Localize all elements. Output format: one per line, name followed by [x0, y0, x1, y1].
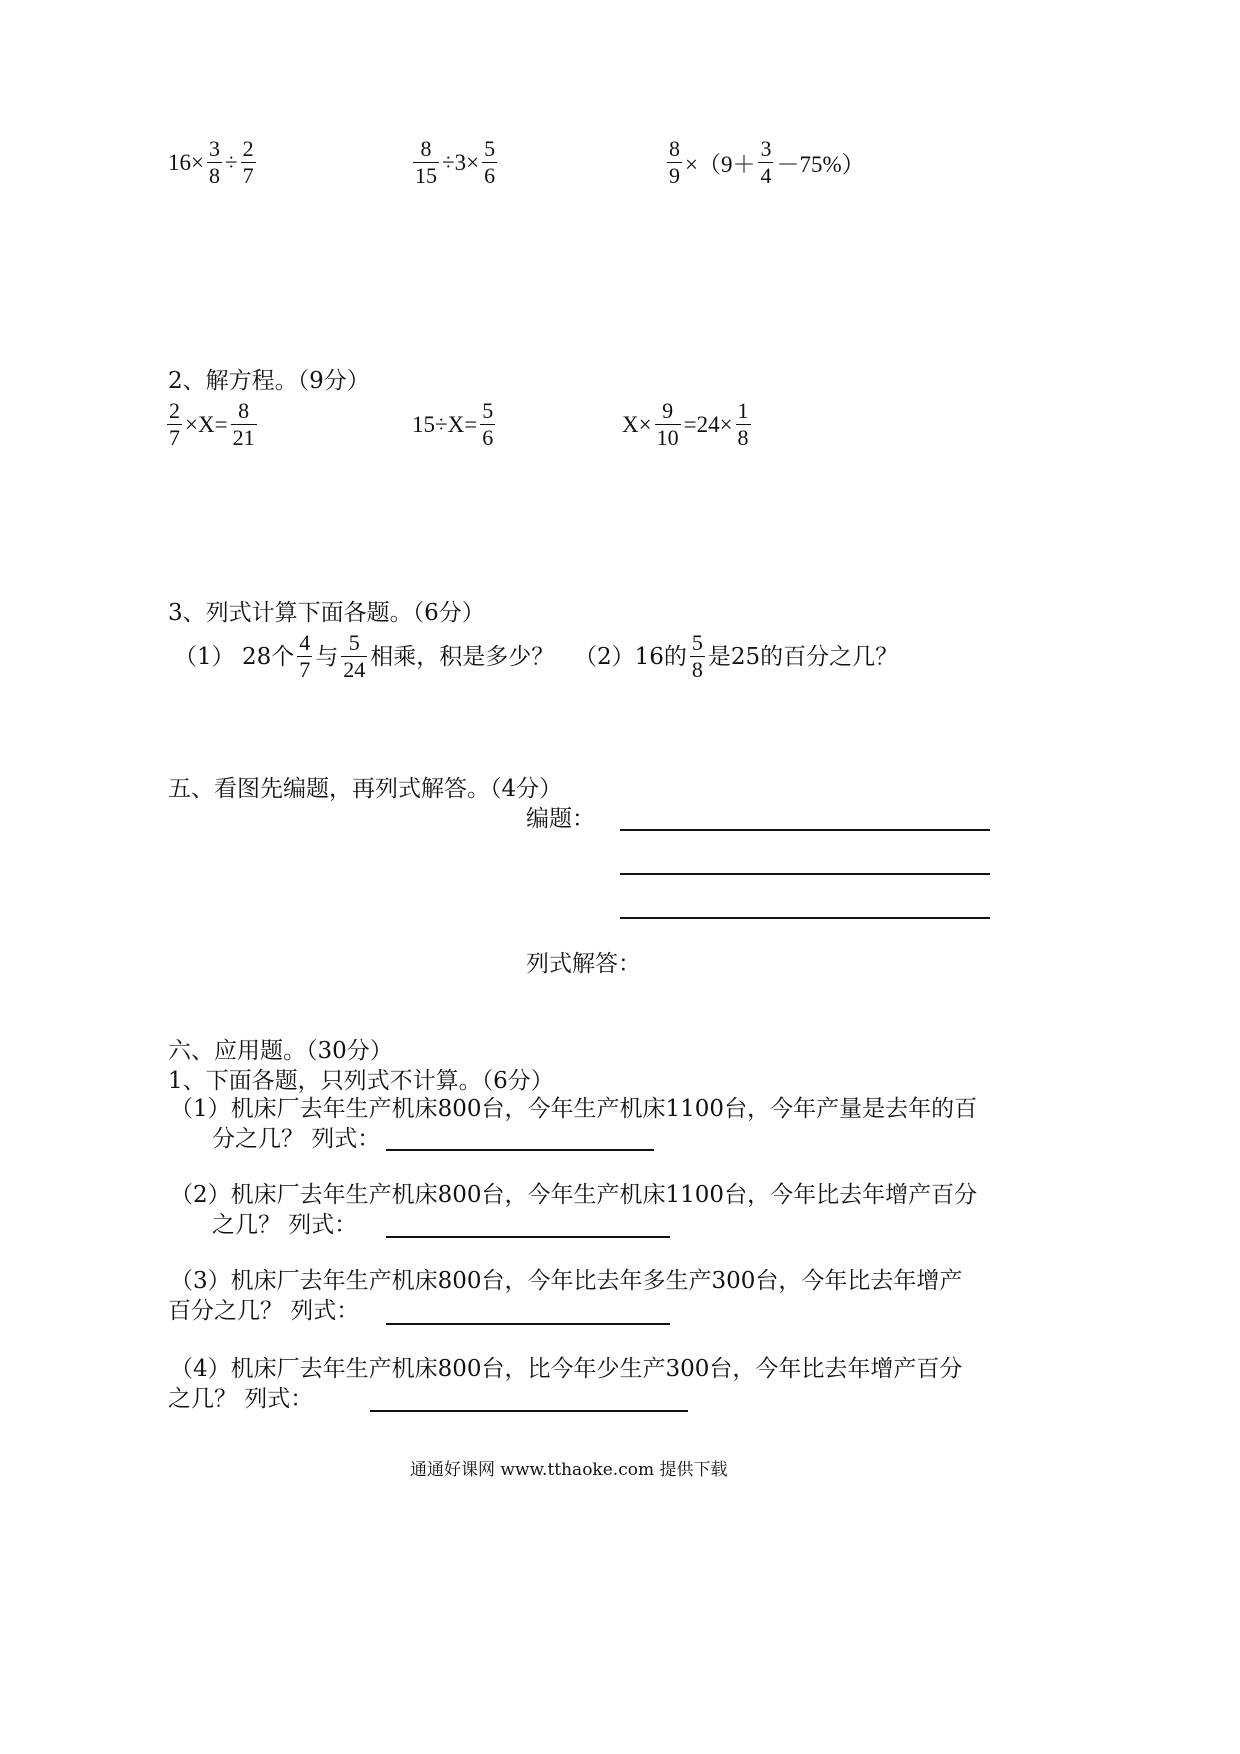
answer-line [620, 829, 990, 831]
equation-3 [622, 398, 754, 451]
eq-part: 15÷X= [412, 411, 478, 437]
solve-label: 列式解答： [526, 951, 641, 977]
answer-line [386, 1149, 654, 1151]
section5-title: 五、看图先编题，再列式解答。（4分） [168, 776, 563, 802]
fraction: $\frac{8}{15}$ [415, 136, 437, 188]
expression-2 [410, 136, 500, 189]
expression-3 [664, 136, 865, 189]
question-text: 相乘，积是多少？ [370, 643, 555, 670]
section3-title: 3、列式计算下面各题。（6分） [168, 600, 485, 626]
fraction: $\frac{8}{21}$ [232, 398, 255, 450]
question-text: 是25的百分之几？ [707, 643, 899, 670]
expression-1 [168, 136, 259, 189]
compose-label: 编题： [526, 806, 595, 832]
section3-question-1 [174, 630, 554, 683]
expr-part: ÷3× [442, 149, 480, 175]
eq-part: X× [622, 411, 652, 437]
question-3-line1: （3）机床厂去年生产机床800台，今年比去年多生产300台，今年比去年增产 [170, 1268, 963, 1294]
fraction: $\frac{5}{6}$ [484, 136, 496, 188]
eq-part: =24× [683, 411, 733, 437]
section6-subtitle: 1、下面各题，只列式不计算。（6分） [168, 1068, 554, 1094]
expr-part: ×（9＋ [685, 152, 756, 177]
expr-part: 16× [168, 149, 204, 175]
question-text: （1） 28个 [174, 643, 295, 670]
fraction: $\frac{3}{8}$ [208, 136, 220, 188]
question-3-line2: 百分之几？ 列式： [168, 1298, 360, 1324]
fraction: $\frac{5}{24}$ [343, 630, 366, 682]
fraction: $\frac{2}{7}$ [242, 136, 254, 188]
fraction: $\frac{8}{9}$ [669, 136, 680, 188]
question-2-line1: （2）机床厂去年生产机床800台，今年生产机床1100台，今年比去年增产百分 [170, 1182, 978, 1208]
footer-text: 通通好课网 www.tthaoke.com 提供下载 [410, 1460, 728, 1480]
question-4-line2: 之几？ 列式： [168, 1386, 314, 1412]
fraction: $\frac{9}{10}$ [656, 398, 679, 450]
answer-line [370, 1410, 688, 1412]
question-text: 与 [315, 643, 339, 670]
fraction: $\frac{3}{4}$ [760, 136, 772, 188]
question-1-line2: 分之几？ 列式： [212, 1126, 381, 1152]
eq-part: ×X= [185, 411, 228, 437]
answer-line [386, 1236, 670, 1238]
fraction: $\frac{4}{7}$ [299, 630, 311, 682]
expr-operator: ÷ [224, 149, 238, 175]
fraction: $\frac{1}{8}$ [737, 398, 749, 450]
section6-title: 六、应用题。（30分） [168, 1038, 393, 1064]
expr-part: －75%） [776, 152, 865, 177]
fraction: $\frac{2}{7}$ [169, 398, 180, 450]
equation-2 [412, 398, 498, 451]
answer-line [620, 873, 990, 875]
question-1-line1: （1）机床厂去年生产机床800台，今年生产机床1100台，今年产量是去年的百 [170, 1096, 978, 1122]
question-4-line1: （4）机床厂去年生产机床800台，比今年少生产300台，今年比去年增产百分 [170, 1356, 963, 1382]
section3-question-2 [574, 630, 898, 683]
question-2-line2: 之几？ 列式： [212, 1212, 358, 1238]
answer-line [620, 917, 990, 919]
question-text: （2）16的 [574, 643, 687, 670]
fraction: $\frac{5}{6}$ [482, 398, 494, 450]
equation-1 [164, 398, 260, 451]
answer-line [386, 1323, 670, 1325]
fraction: $\frac{5}{8}$ [691, 630, 703, 682]
section2-title: 2、解方程。（9分） [168, 368, 370, 394]
